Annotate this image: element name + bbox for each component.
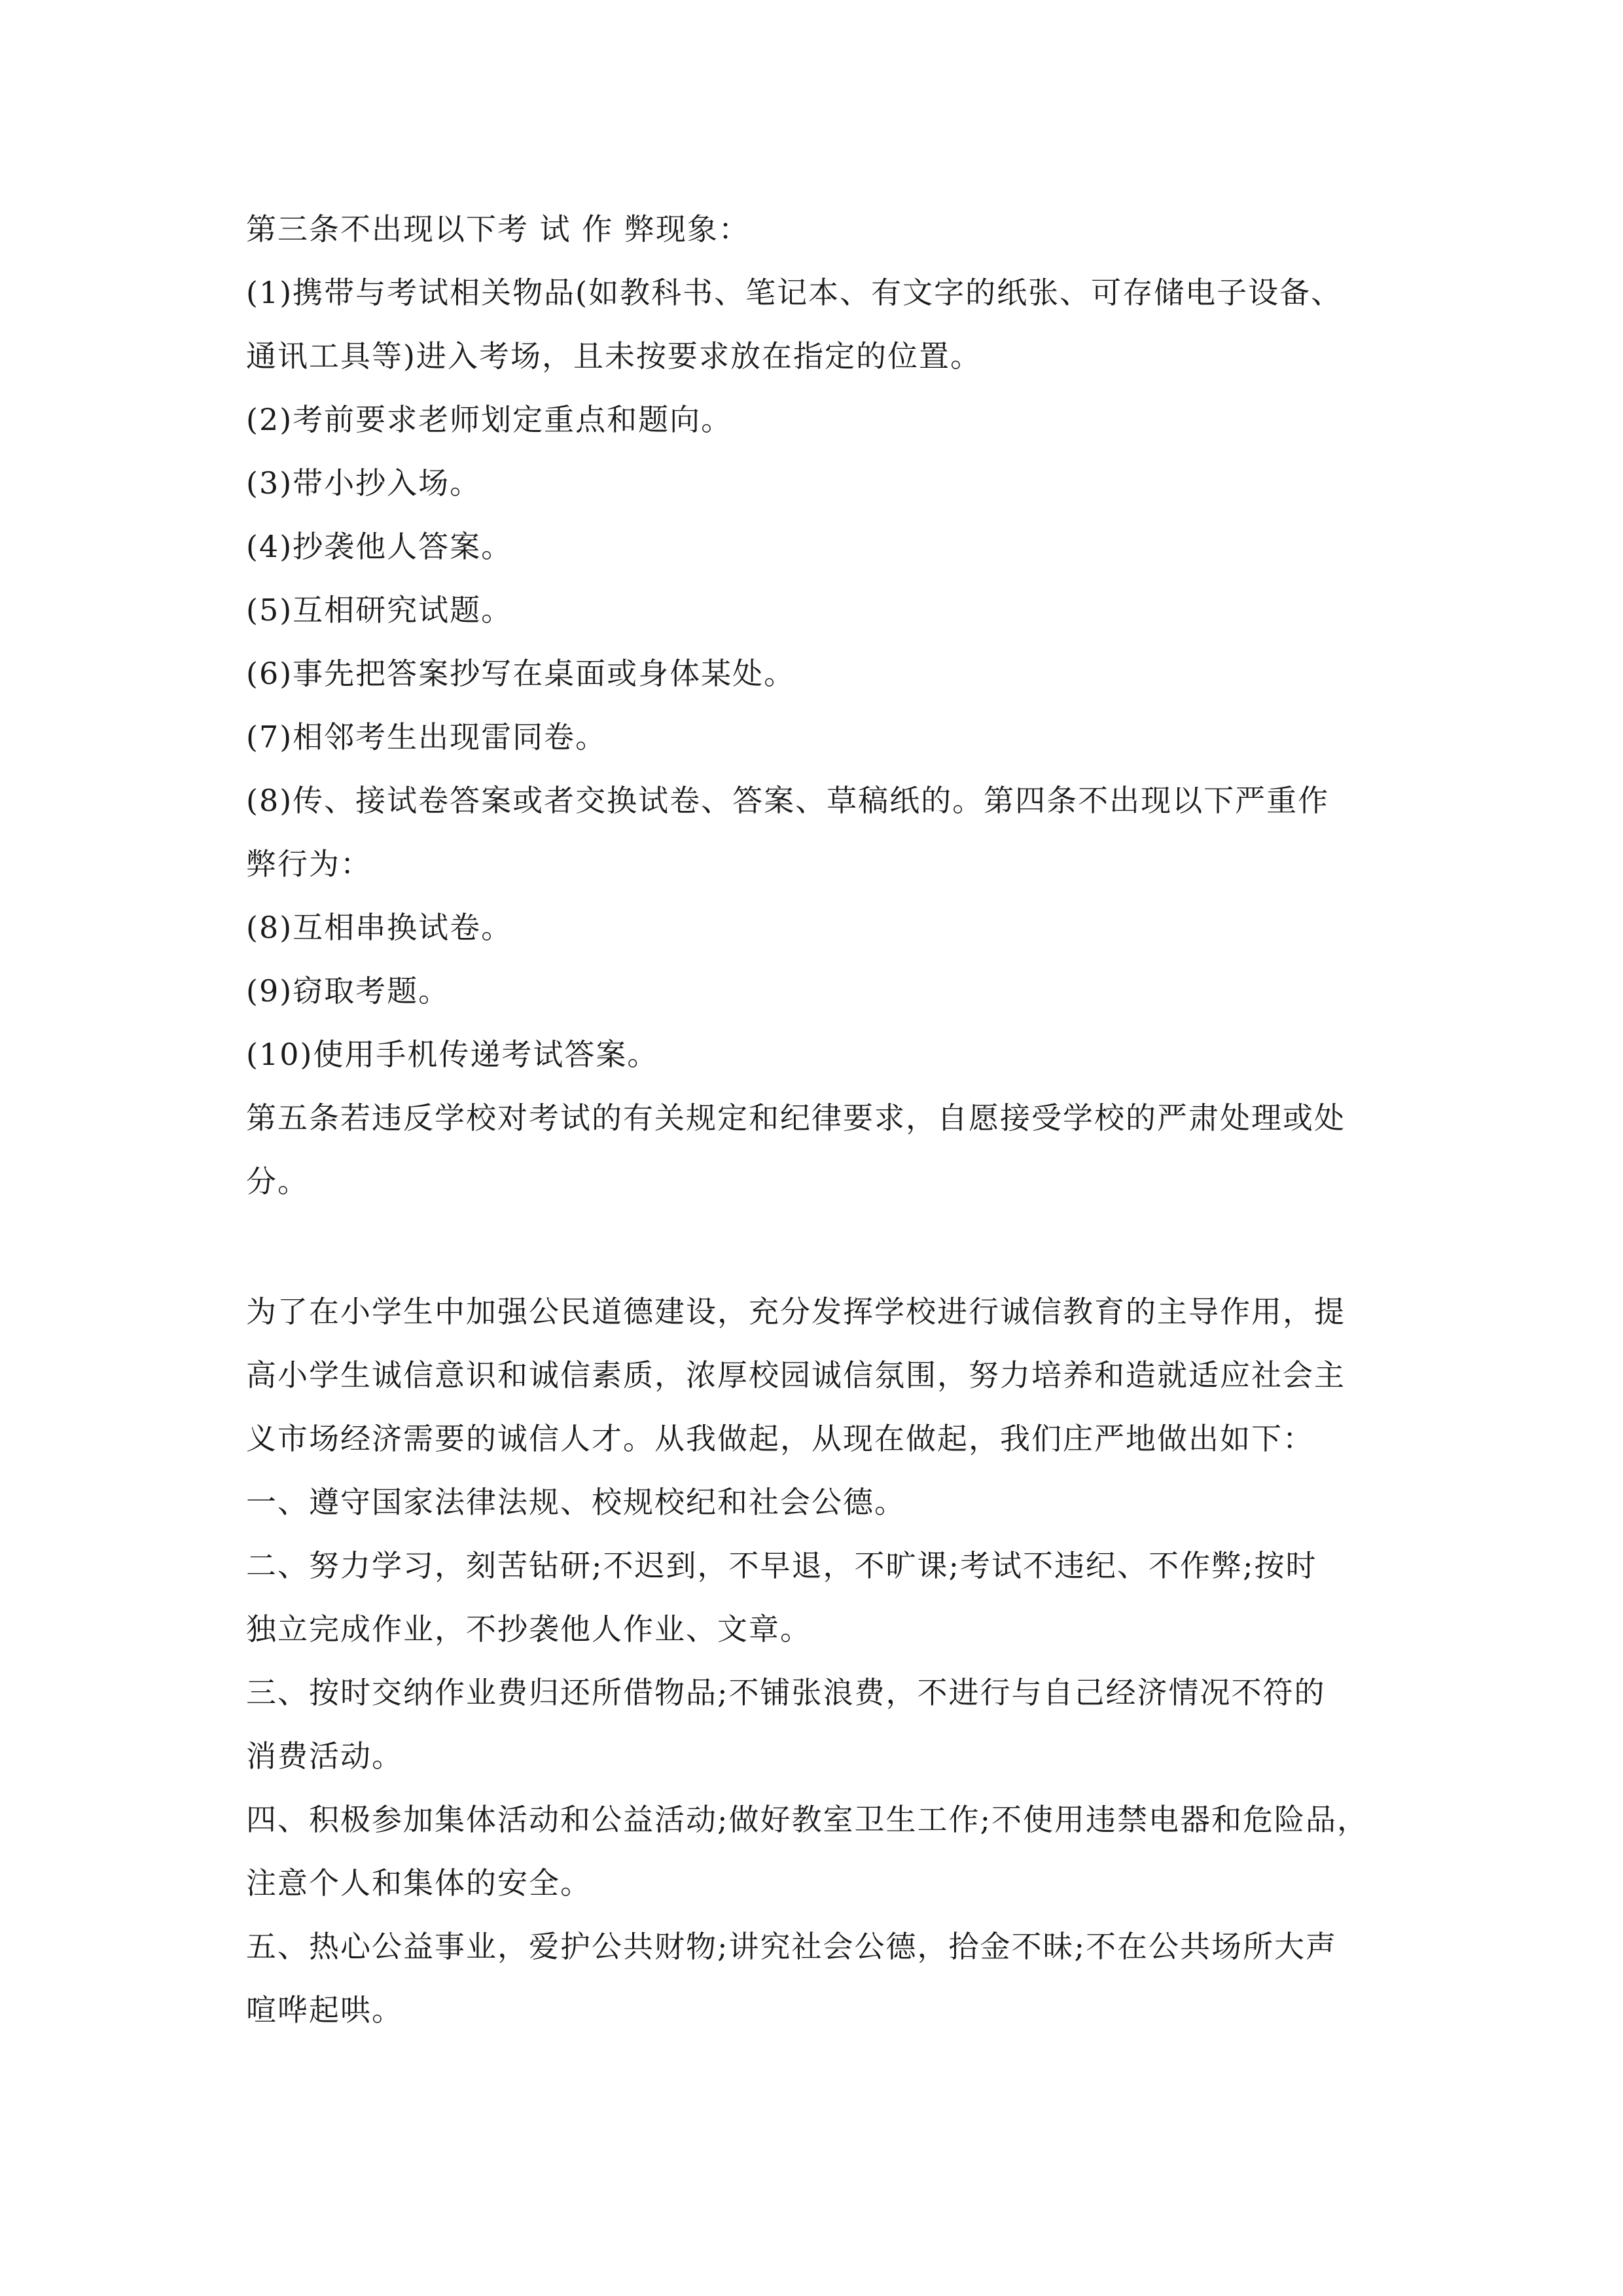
text-line: (2)考前要求老师划定重点和题向。 <box>246 402 733 437</box>
text-line: 一、遵守国家法律法规、校规校纪和社会公德。 <box>246 1484 906 1520</box>
exam-rules-section <box>246 198 1385 1213</box>
text-line: 四、积极参加集体活动和公益活动;做好教室卫生工作;不使用违禁电器和危险品， <box>246 1802 1368 1837</box>
integrity-pledge-section <box>246 1280 1385 2042</box>
text-line: 喧哗起哄。 <box>246 1992 403 2028</box>
text-line: 高小学生诚信意识和诚信素质，浓厚校园诚信氛围，努力培养和造就适应社会主 <box>246 1357 1346 1393</box>
text-line: 独立完成作业，不抄袭他人作业、文章。 <box>246 1611 812 1647</box>
text-line: (4)抄袭他人答案。 <box>246 529 513 564</box>
text-line: (8)互相串换试卷。 <box>246 910 513 945</box>
text-line: (5)互相研究试题。 <box>246 592 513 628</box>
text-line: 为了在小学生中加强公民道德建设，充分发挥学校进行诚信教育的主导作用，提 <box>246 1294 1346 1329</box>
text-line: (9)窃取考题。 <box>246 973 450 1009</box>
text-line: (8)传、接试卷答案或者交换试卷、答案、草稿纸的。第四条不出现以下严重作 <box>246 783 1330 818</box>
text-line: 通讯工具等)进入考场，且未按要求放在指定的位置。 <box>246 338 982 374</box>
text-line: (10)使用手机传递考试答案。 <box>246 1037 659 1072</box>
text-line: (1)携带与考试相关物品(如教科书、笔记本、有文字的纸张、可存储电子设备、 <box>246 275 1343 310</box>
text-line: 义市场经济需要的诚信人才。从我做起，从现在做起，我们庄严地做出如下： <box>246 1421 1314 1456</box>
text-line: 五、热心公益事业，爱护公共财物;讲究社会公德，拾金不昧;不在公共场所大声 <box>246 1929 1337 1964</box>
text-line: 消费活动。 <box>246 1738 403 1774</box>
text-line: 第五条若违反学校对考试的有关规定和纪律要求，自愿接受学校的严肃处理或处 <box>246 1100 1346 1136</box>
text-line: 第三条不出现以下考 试 作 弊现象： <box>246 211 750 247</box>
text-line: 二、努力学习，刻苦钻研;不迟到，不早退，不旷课;考试不违纪、不作弊;按时 <box>246 1548 1317 1583</box>
text-line: 弊行为： <box>246 846 372 882</box>
text-line: (6)事先把答案抄写在桌面或身体某处。 <box>246 656 796 691</box>
text-line: 注意个人和集体的安全。 <box>246 1865 592 1901</box>
text-line: 三、按时交纳作业费归还所借物品;不铺张浪费，不进行与自己经济情况不符的 <box>246 1675 1326 1710</box>
text-line: (3)带小抄入场。 <box>246 465 482 501</box>
text-line: 分。 <box>246 1164 309 1199</box>
text-line: (7)相邻考生出现雷同卷。 <box>246 719 607 755</box>
